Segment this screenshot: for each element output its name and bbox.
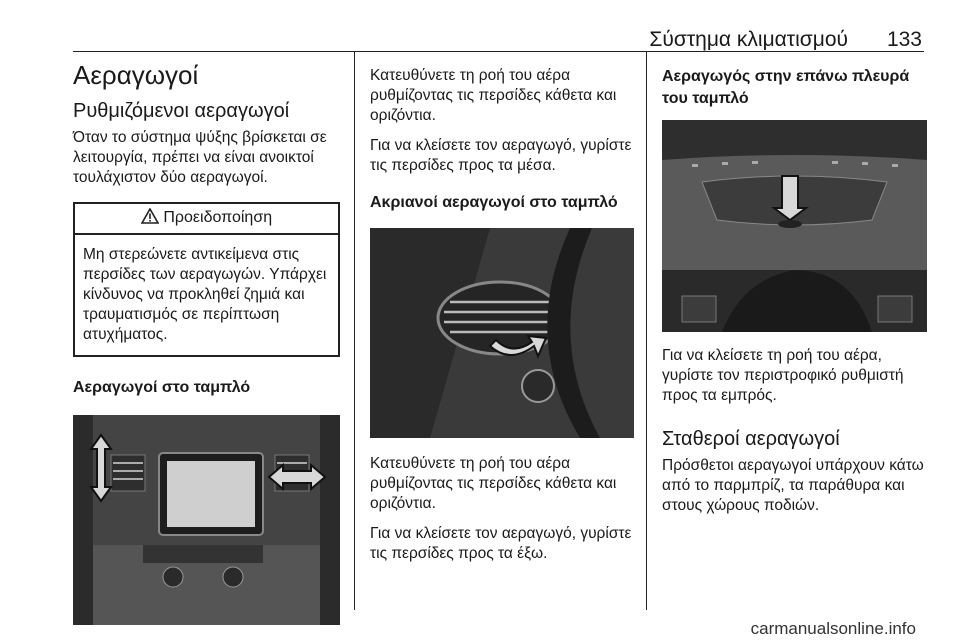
subsection-heading: Σταθεροί αεραγωγοί <box>662 428 840 450</box>
paragraph: Για να κλείσετε τον αεραγωγό, γυρίστε τις περσίδες προς τα έξω. <box>370 525 632 562</box>
section-heading: Αεραγωγοί <box>73 60 199 90</box>
page-header-title: Σύστημα κλιματισμού <box>649 28 848 51</box>
watermark: carmanualsonline.info <box>750 619 916 638</box>
subsection-heading: Αεραγωγός στην επάνω πλευρά του ταμπλό <box>662 68 910 107</box>
paragraph: Για να κλείσετε τη ροή του αέρα, γυρίστε τον περιστροφικό ρυθμιστή προς τα εμπρός. <box>662 347 904 404</box>
warning-title: Προειδοποίηση <box>163 209 273 226</box>
paragraph: Για να κλείσετε τον αεραγωγό, γυρίστε τις περσίδες προς τα μέσα. <box>370 137 632 174</box>
subsection-heading: Ρυθμιζόμενοι αεραγωγοί <box>73 100 290 122</box>
warning-header <box>75 204 338 235</box>
page-number: 133 <box>886 28 922 51</box>
warning-text: Μη στερεώνετε αντικείμενα στις περσίδες των αεραγωγών. Υπάρχει κίνδυνος να προκληθεί ζημιά και τραυματισμός σε περίπτωση ατυχήματος. <box>83 246 327 343</box>
side-vent-illustration <box>370 228 634 438</box>
column-divider-1 <box>354 52 355 610</box>
subsection-heading: Ακριανοί αεραγωγοί στο ταμπλό <box>370 194 618 211</box>
column-1 <box>73 52 340 625</box>
warning-triangle-icon <box>141 208 159 224</box>
dashboard-vents-illustration <box>73 415 340 625</box>
paragraph: Κατευθύνετε τη ροή του αέρα ρυθμίζοντας τις περσίδες κάθετα και οριζόντια. <box>370 455 617 512</box>
column-2 <box>370 52 634 564</box>
top-dashboard-vent-illustration <box>662 120 927 332</box>
column-3 <box>662 52 927 516</box>
paragraph: Πρόσθετοι αεραγωγοί υπάρχουν κάτω από το παρμπρίζ, τα παράθυρα και στους χώρους ποδιών. <box>662 457 924 514</box>
paragraph: Κατευθύνετε τη ροή του αέρα ρυθμίζοντας τις περσίδες κάθετα και οριζόντια. <box>370 67 617 124</box>
subsection-heading: Αεραγωγοί στο ταμπλό <box>73 379 251 396</box>
column-divider-2 <box>646 52 647 610</box>
paragraph: Όταν το σύστημα ψύξης βρίσκεται σε λειτουργία, πρέπει να είναι ανοικτοί τουλάχιστον δύο αεραγωγοί. <box>73 129 327 186</box>
warning-box <box>73 202 340 357</box>
